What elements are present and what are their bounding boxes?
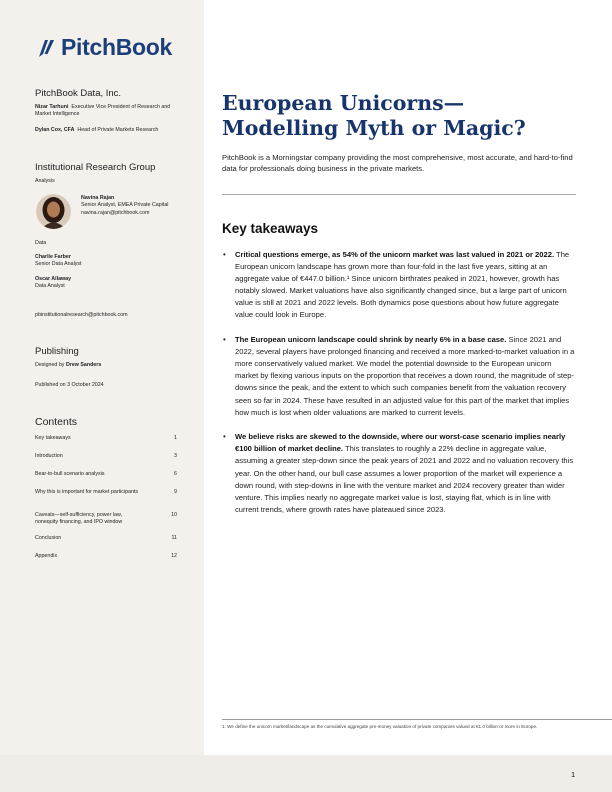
toc-page: 9 [174,489,177,495]
data1-role: Senior Data Analyst [35,261,82,268]
data-label: Data [35,240,47,246]
org-name: PitchBook Data, Inc. [35,88,122,99]
exec2-name: Dylan Cox, CFA [35,127,75,133]
designed-by [35,362,101,369]
data2-role: Data Analyst [35,283,65,290]
contact-email[interactable]: pbinstitutionalresearch@pitchbook.com [35,312,128,318]
pitchbook-feather-icon [35,37,57,59]
title-line-2: Modelling Myth or Magic? [222,116,526,140]
exec1-name: Nizar Tarhuni [35,104,69,110]
publishing-title: Publishing [35,346,79,357]
page-number: 1 [571,770,576,779]
exec1-role: Executive Vice President of Research and Market Intelligence [35,104,171,118]
contents-title: Contents [35,416,78,428]
analysis-label: Analysis [35,178,55,184]
analyst-avatar [36,194,71,229]
toc-page: 11 [171,535,177,541]
toc-label: Key takeaways [35,435,71,441]
published-date: Published on 3 October 2024 [35,382,104,388]
pitchbook-logo[interactable] [35,34,172,61]
takeaway-item [222,334,576,419]
designed-by-prefix: Designed by [35,362,65,368]
toc-label: Introduction [35,453,63,459]
designer-name: Drew Sanders [65,362,102,368]
takeaway-lead: The European unicorn landscape could shrink by nearly 6% in a base case. [235,335,507,345]
toc-page: 12 [171,553,177,559]
takeaway-lead: Critical questions emerge, as 54% of the unicorn market was last valued in 2021 or 2022. [235,250,555,259]
toc-page: 10 [171,512,177,518]
analyst-name: Navina Rajan [81,195,115,201]
takeaway-item [222,249,576,322]
toc-page: 1 [174,435,177,441]
exec-credit-1 [35,104,185,118]
toc-label: Why this is important for market participants [35,489,139,495]
toc-page: 3 [174,453,177,459]
takeaways-list [222,249,576,528]
footer-band [0,755,612,792]
takeaway-body: The European unicorn landscape has grown more than four-fold in the last five years, sitting at an aggregate value of €447.0 billion.¹ Since unicorn birthrates peaked in 2021, however, growth has notably slowed. Market valuations have also significantly changed since, but a large part of unicorn value is still at 2021 and 2022 levels. Both dynamics pose questions about how future aggregate value could look in Europe. [235,250,570,320]
analyst-role: Senior Analyst, EMEA Private Capital [81,202,169,209]
footnote-divider [222,719,612,720]
takeaway-item [222,431,576,516]
logo-text: PitchBook [61,34,173,60]
intro-text: PitchBook is a Morningstar company providing the most comprehensive, most accurate, and hard-to-find data for professionals doing business in the private markets. [222,153,573,173]
analyst-info [81,195,196,217]
exec-credit-2 [35,127,195,134]
data1-name: Charlie Farber [35,254,71,260]
data2-name: Oscar Allaway [35,276,72,282]
data-analyst-1 [35,254,82,268]
toc-label: Bear-to-bull scenario analysis [35,471,105,477]
takeaway-body: Since 2021 and 2022, several players have prolonged financing and received a more marked-to-market valuation in a more conservatively valued market. We model the potential downside to the European unicorn market by flexing various inputs on the proportion that receives a down round, the magnitude of step-downs since the peak, and the extent to which such companies benefit from the valuation recovery seen so far in 2024. These have resulted in an adjusted value for this part of the market that implies how much is lost when older valuations are marked to current levels. [235,335,575,417]
group-title: Institutional Research Group [35,162,156,173]
title-line-1: European Unicorns— [222,91,465,115]
toc-page: 6 [174,471,177,477]
section-heading: Key takeaways [222,221,319,236]
toc-label: Conclusion [35,535,62,541]
divider [222,194,576,195]
page-title [222,91,582,141]
toc-label: Caveats—self-sufficiency, power law, nonequity financing, and IPO window [35,512,123,525]
analyst-email[interactable]: navina.rajan@pitchbook.com [81,209,150,216]
takeaway-body: This translates to roughly a 22% decline in aggregate value, assuming a greater step-down since the peak years of 2021 and 2022 and no valuation recovery this year. On the other hand, our bull case assumes a lower proportion of the market will experience a down round, with step-downs in line with the venture market and 2024 recovery greater than wider venture. This implies nearly no aggregate market value is lost, staying flat, which is in line with current trends, where growth rates have plateaued since 2023. [235,444,574,514]
exec2-role: Head of Private Markets Research [77,127,159,133]
takeaway-lead: We believe risks are skewed to the downside, where our worst-case scenario implies nearly €100 billion of market decline. [235,432,566,454]
data-analyst-2 [35,276,71,290]
toc-label: Appendix [35,553,58,559]
footnote: 1: We define the unicorn market/landscape as the cumulative aggregate pre-money valuation of private companies valued at €1.0 billion or more in Europe. [222,724,538,729]
